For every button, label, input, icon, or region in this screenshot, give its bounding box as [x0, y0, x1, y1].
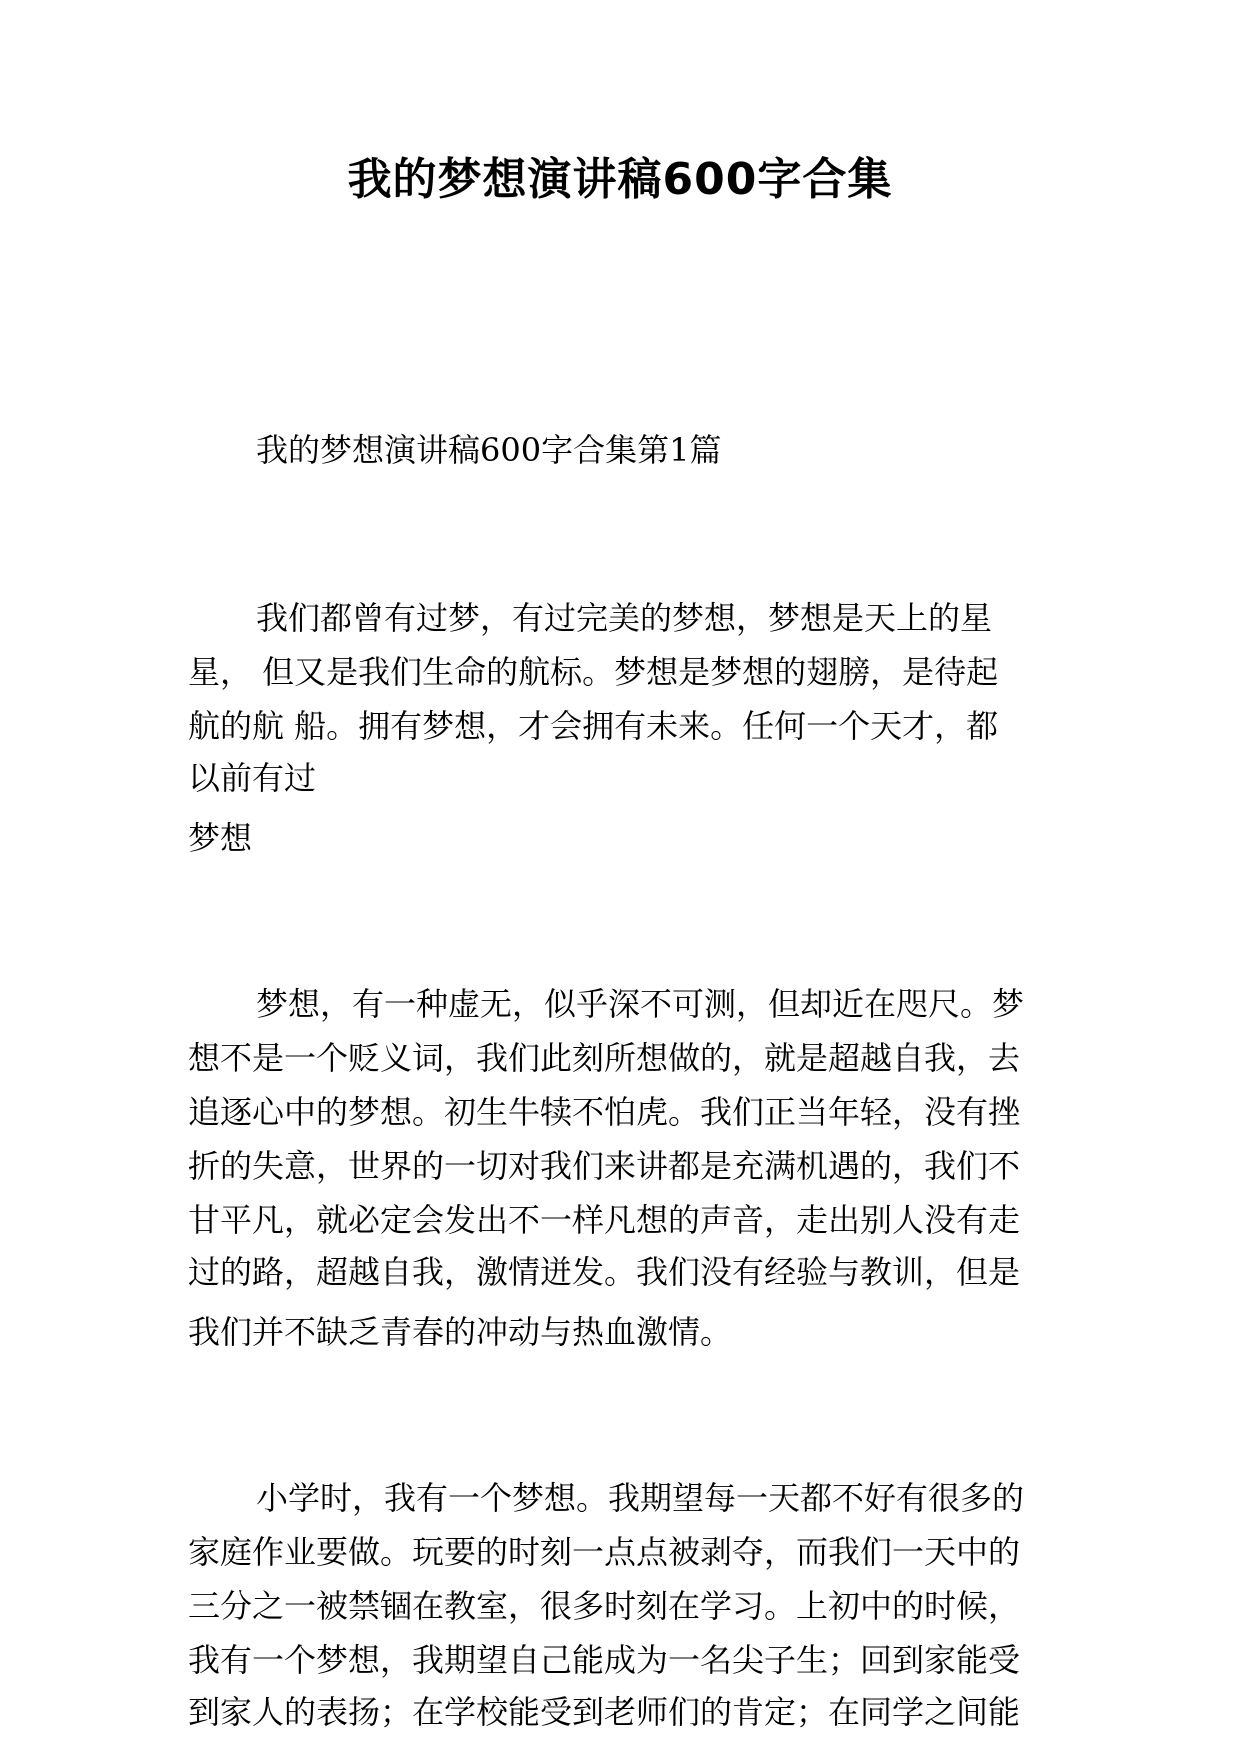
paragraph-1-line-4: 以前有过 — [188, 759, 317, 797]
paragraph-3-line-1: 梦想，有一种虚无，似乎深不可测，但却近在咫尺。梦 — [256, 985, 1025, 1023]
document-title: 我的梦想演讲稿600字合集 — [347, 154, 893, 205]
paragraph-3-line-6: 过的路，超越自我，激情迸发。我们没有经验与教训，但是 — [188, 1253, 1021, 1291]
paragraph-4-line-5: 到家人的表扬；在学校能受到老师们的肯定；在同学之间能 — [188, 1693, 1021, 1731]
paragraph-1-line-2: 星， 但又是我们生命的航标。梦想是梦想的翅膀，是待起 — [188, 653, 999, 691]
section-heading: 我的梦想演讲稿600字合集第1篇 — [256, 431, 722, 469]
paragraph-3-line-3: 追逐心中的梦想。初生牛犊不怕虎。我们正当年轻，没有挫 — [188, 1093, 1021, 1131]
paragraph-3-line-4: 折的失意，世界的一切对我们来讲都是充满机遇的，我们不 — [188, 1147, 1021, 1185]
paragraph-1-line-1: 我们都曾有过梦，有过完美的梦想，梦想是天上的星 — [256, 599, 993, 637]
paragraph-4-line-2: 家庭作业要做。玩要的时刻一点点被剥夺，而我们一天中的 — [188, 1533, 1021, 1571]
paragraph-4-line-3: 三分之一被禁锢在教室，很多时刻在学习。上初中的时候， — [188, 1587, 1021, 1625]
paragraph-1-line-3: 航的航 船。拥有梦想，才会拥有未来。任何一个天才，都 — [188, 707, 999, 745]
paragraph-4-line-1: 小学时，我有一个梦想。我期望每一天都不好有很多的 — [256, 1479, 1025, 1517]
paragraph-3-line-2: 想不是一个贬义词，我们此刻所想做的，就是超越自我，去 — [188, 1039, 1021, 1077]
paragraph-3-line-5: 甘平凡，就必定会发出不一样凡想的声音，走出别人没有走 — [188, 1201, 1021, 1239]
paragraph-3-line-7: 我们并不缺乏青春的冲动与热血激情。 — [188, 1313, 733, 1351]
paragraph-4-line-4: 我有一个梦想，我期望自己能成为一名尖子生；回到家能受 — [188, 1641, 1021, 1679]
paragraph-2-line-1: 梦想 — [188, 819, 253, 857]
